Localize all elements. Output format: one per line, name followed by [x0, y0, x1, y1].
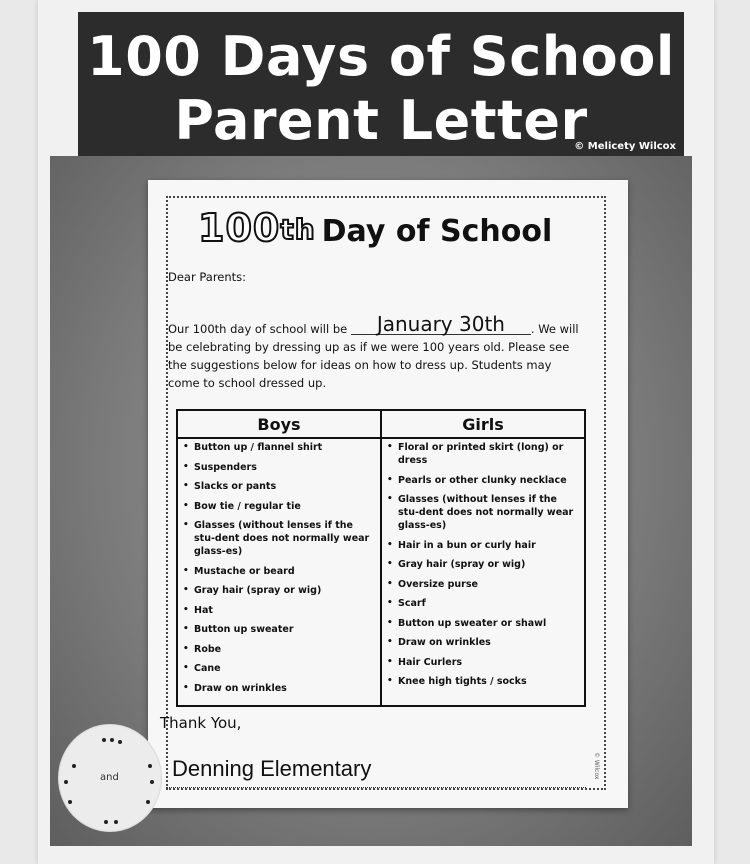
copyright-mark: © Wilcox [593, 752, 600, 780]
girls-item: • Hair Curlers [386, 656, 580, 669]
girls-item: • Pearls or other clunky necklace [386, 474, 580, 487]
paragraph-line-2: be celebrating by dressing up as if we were 100 years old. Please see [168, 340, 570, 354]
girls-item: • Hair in a bun or curly hair [386, 539, 580, 552]
signature-line [166, 754, 586, 788]
girls-item: • Button up sweater or shawl [386, 617, 580, 630]
boys-column-header: Boys [177, 410, 381, 438]
boys-item: • Robe [182, 643, 376, 656]
boys-item: • Button up sweater [182, 623, 376, 636]
dot-hole [64, 780, 68, 784]
dot-hole [104, 820, 108, 824]
boys-item: • Draw on wrinkles [182, 682, 376, 695]
title-text: Day of School [321, 214, 553, 249]
dot-hole [68, 800, 72, 804]
salutation: Dear Parents: [168, 270, 247, 284]
boys-list [182, 441, 376, 695]
boys-item: • Glasses (without lenses if the stu-dent does not normally wear glass-es) [182, 519, 376, 558]
title-100-badge: 100th [198, 206, 316, 250]
paragraph-line-4: come to school dressed up. [168, 376, 327, 390]
girls-item: • Scarf [386, 597, 580, 610]
and-label: and [100, 772, 119, 783]
boys-item: • Hat [182, 604, 376, 617]
date-field: January 30th [351, 314, 531, 335]
girls-item: • Floral or printed skirt (long) or dress [386, 441, 580, 467]
girls-item: • Knee high tights / socks [386, 675, 580, 688]
boys-item: • Suspenders [182, 461, 376, 474]
girls-item: • Oversize purse [386, 578, 580, 591]
boys-item: • Bow tie / regular tie [182, 500, 376, 513]
girls-list [386, 441, 580, 688]
author-credit: © Melicety Wilcox [574, 141, 676, 152]
school-name: Denning Elementary [172, 756, 372, 781]
header-banner [78, 12, 684, 156]
letter-paragraph [168, 312, 588, 392]
dot-hole [118, 740, 122, 744]
paragraph-line-3: the suggestions below for ideas on how to dress up. Students may [168, 358, 552, 372]
costume-ideas-table [176, 409, 586, 707]
dot-hole [150, 780, 154, 784]
boys-item: • Mustache or beard [182, 565, 376, 578]
closing-text: Thank You, [160, 714, 242, 732]
header-title-line2: Parent Letter [174, 89, 588, 152]
dot-hole [148, 764, 152, 768]
paragraph-line-1: Our 100th day of school will be January 30th . We will [168, 312, 579, 336]
header-title-line1: 100 Days of School [87, 25, 675, 88]
girls-item: • Gray hair (spray or wig) [386, 558, 580, 571]
dot-hole [146, 800, 150, 804]
boys-column [177, 438, 381, 706]
dot-hole [110, 738, 114, 742]
boys-item: • Button up / flannel shirt [182, 441, 376, 454]
dot-hole [102, 738, 106, 742]
girls-column-header: Girls [381, 410, 585, 438]
boys-item: • Gray hair (spray or wig) [182, 584, 376, 597]
boys-item: • Slacks or pants [182, 480, 376, 493]
letter-title [198, 202, 578, 254]
dot-hole [114, 820, 118, 824]
girls-item: • Draw on wrinkles [386, 636, 580, 649]
girls-column [381, 438, 585, 706]
boys-item: • Cane [182, 662, 376, 675]
dot-hole [72, 764, 76, 768]
girls-item: • Glasses (without lenses if the stu-dent does not normally wear glass-es) [386, 493, 580, 532]
